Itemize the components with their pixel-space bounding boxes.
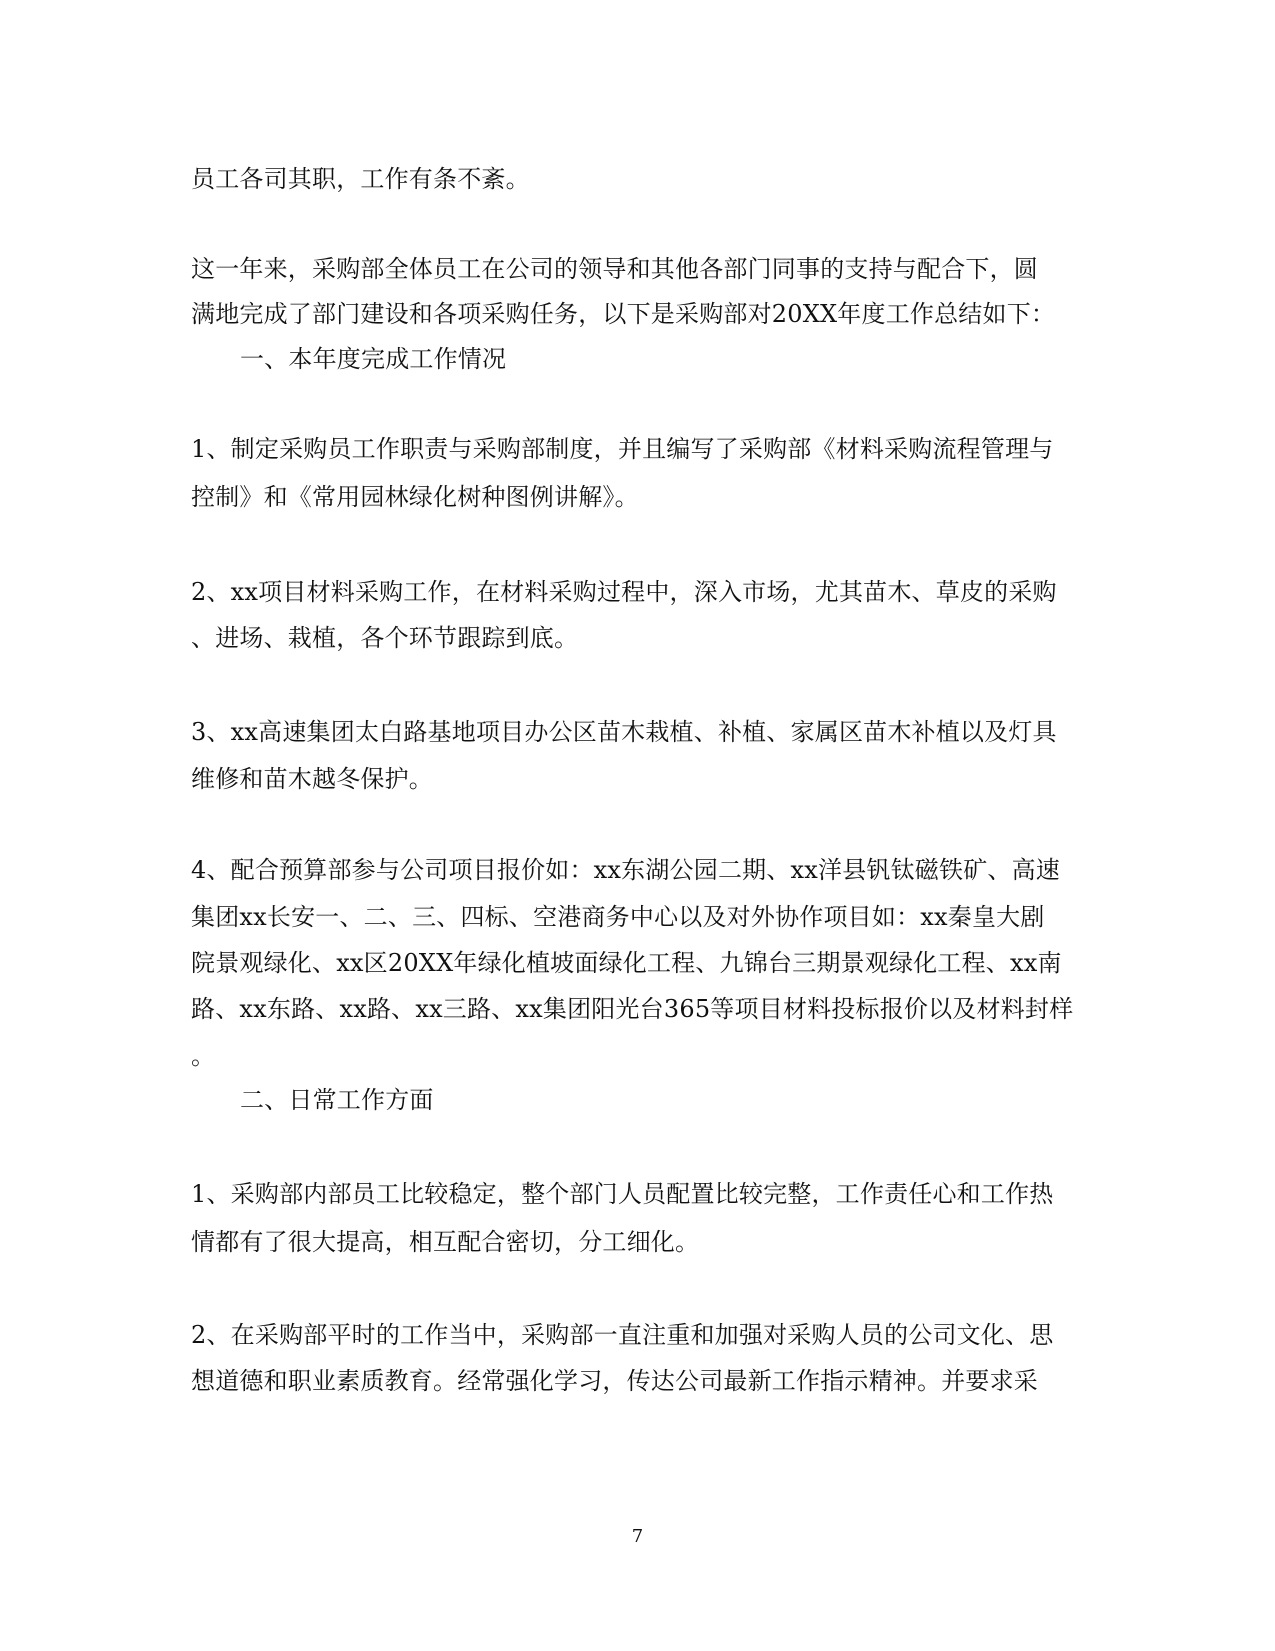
body-line: 。 bbox=[191, 1042, 216, 1070]
body-line: 院景观绿化、xx区20XX年绿化植坡面绿化工程、九锦台三期景观绿化工程、xx南 bbox=[191, 949, 1062, 977]
body-line: 这一年来，采购部全体员工在公司的领导和其他各部门同事的支持与配合下，圆 bbox=[191, 255, 1038, 283]
body-line: 、进场、栽植，各个环节跟踪到底。 bbox=[191, 624, 579, 652]
body-line: 1、制定采购员工作职责与采购部制度，并且编写了采购部《材料采购流程管理与 bbox=[191, 435, 1054, 463]
body-line: 2、xx项目材料采购工作，在材料采购过程中，深入市场，尤其苗木、草皮的采购 bbox=[191, 578, 1057, 606]
body-line: 员工各司其职，工作有条不紊。 bbox=[191, 165, 530, 193]
body-line: 2、在采购部平时的工作当中，采购部一直注重和加强对采购人员的公司文化、思 bbox=[191, 1321, 1054, 1349]
body-line: 3、xx高速集团太白路基地项目办公区苗木栽植、补植、家属区苗木补植以及灯具 bbox=[191, 718, 1057, 746]
body-line: 维修和苗木越冬保护。 bbox=[191, 765, 433, 793]
body-line: 满地完成了部门建设和各项采购任务，以下是采购部对20XX年度工作总结如下： bbox=[191, 300, 1056, 328]
body-line: 控制》和《常用园林绿化树种图例讲解》。 bbox=[191, 483, 639, 511]
body-line: 4、配合预算部参与公司项目报价如：xx东湖公园二期、xx洋县钒钛磁铁矿、高速 bbox=[191, 856, 1061, 884]
body-line: 想道德和职业素质教育。经常强化学习，传达公司最新工作指示精神。并要求采 bbox=[191, 1367, 1038, 1395]
body-line: 路、xx东路、xx路、xx三路、xx集团阳光台365等项目材料投标报价以及材料封样 bbox=[191, 995, 1074, 1023]
body-line: 情都有了很大提高，相互配合密切，分工细化。 bbox=[191, 1228, 700, 1256]
body-line: 集团xx长安一、二、三、四标、空港商务中心以及对外协作项目如：xx秦皇大剧 bbox=[191, 903, 1045, 931]
section-heading: 一、本年度完成工作情况 bbox=[240, 345, 507, 373]
page-number: 7 bbox=[631, 1526, 644, 1547]
section-heading: 二、日常工作方面 bbox=[240, 1086, 434, 1114]
body-line: 1、采购部内部员工比较稳定，整个部门人员配置比较完整，工作责任心和工作热 bbox=[191, 1180, 1054, 1208]
